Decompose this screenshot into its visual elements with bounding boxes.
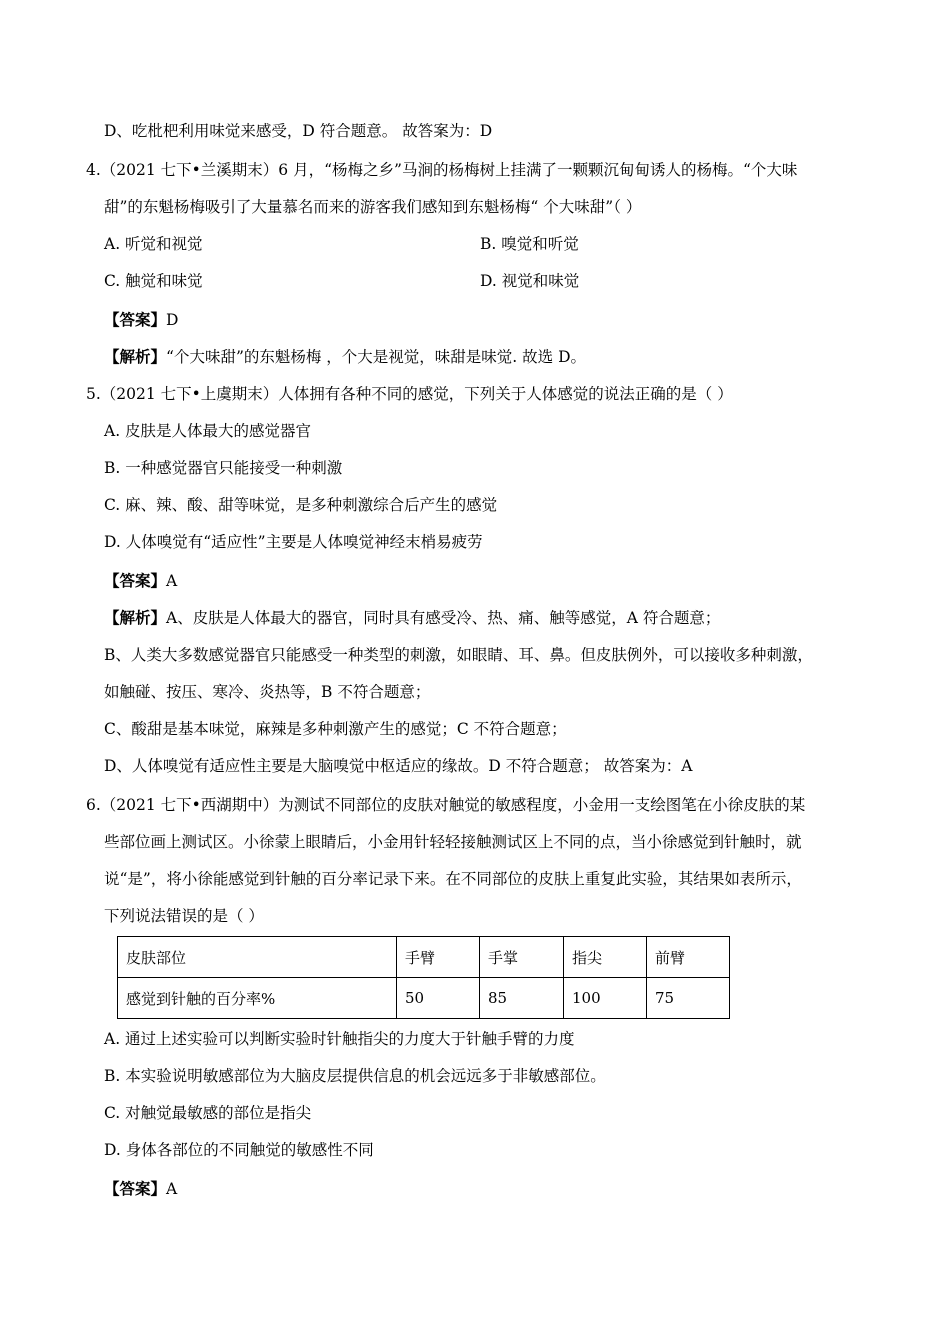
q4-stem-line-1: 4.（2021 七下•兰溪期末）6 月，“杨梅之乡”马涧的杨梅树上挂满了一颗颗沉甸甸诱人的杨梅。“个大味 (86, 161, 798, 179)
q5-analysis-line-2: B、人类大多数感觉器官只能感受一种类型的刺激，如眼睛、耳、鼻。但皮肤例外，可以接收多种刺激， (104, 646, 813, 664)
q6-stem-line-3: 说“是”，将小徐能感觉到针触的百分率记录下来。在不同部位的皮肤上重复此实验，其结果如表所示， (104, 870, 802, 888)
answer-value: A (166, 1180, 178, 1198)
q4-option-a: A. 听觉和视觉 (104, 235, 203, 253)
q5-stem: 5.（2021 七下•上虞期末）人体拥有各种不同的感觉，下列关于人体感觉的说法正确的是（ ） (86, 385, 733, 403)
q4-option-d: D. 视觉和味觉 (480, 272, 580, 290)
answer-value: A (166, 572, 178, 590)
q5-analysis-line-3: 如触碰、按压、寒冷、炎热等，B 不符合题意； (104, 683, 431, 701)
q6-stem-line-1: 6.（2021 七下•西湖期中）为测试不同部位的皮肤对触觉的敏感程度，小金用一支绘图笔在小徐皮肤的某 (86, 796, 806, 814)
q5-analysis-line-4: C、酸甜是基本味觉，麻辣是多种刺激产生的感觉；C 不符合题意； (104, 720, 567, 738)
q5-analysis-line-5: D、人体嗅觉有适应性主要是大脑嗅觉中枢适应的缘故。D 不符合题意； 故答案为：A (104, 757, 693, 775)
q5-analysis-line-1 (104, 608, 720, 628)
q5-answer (104, 571, 177, 591)
q5-option-a: A. 皮肤是人体最大的感觉器官 (104, 422, 312, 440)
table-cell: 85 (480, 978, 564, 1019)
q6-option-b: B. 本实验说明敏感部位为大脑皮层提供信息的机会远远多于非敏感部位。 (104, 1067, 606, 1085)
table-cell: 100 (564, 978, 647, 1019)
q4-stem-line-2: 甜”的东魁杨梅吸引了大量慕名而来的游客我们感知到东魁杨梅“ 个大味甜”（ ） (104, 198, 642, 216)
table-cell: 感觉到针触的百分率% (118, 978, 397, 1019)
answer-value: D (166, 311, 179, 329)
sensitivity-table (117, 936, 730, 1019)
table-cell: 手臂 (397, 937, 480, 978)
answer-label: 【答案】 (104, 310, 167, 329)
analysis-label: 【解析】 (104, 608, 167, 627)
analysis-text: “个大味甜”的东魁杨梅 ，个大是视觉，味甜是味觉. 故选 D。 (166, 348, 587, 366)
q5-option-c: C. 麻、辣、酸、甜等味觉，是多种刺激综合后产生的感觉 (104, 496, 498, 514)
analysis-text: A、皮肤是人体最大的器官，同时具有感受冷、热、痛、触等感觉，A 符合题意； (166, 609, 721, 627)
q6-answer (104, 1179, 177, 1199)
q4-option-b: B. 嗅觉和听觉 (480, 235, 579, 253)
table-cell: 前臂 (647, 937, 730, 978)
q4-analysis (104, 347, 586, 367)
q6-option-a: A. 通过上述实验可以判断实验时针触指尖的力度大于针触手臂的力度 (104, 1030, 575, 1048)
table-cell: 指尖 (564, 937, 647, 978)
q5-option-d: D. 人体嗅觉有“适应性”主要是人体嗅觉神经末梢易疲劳 (104, 533, 483, 551)
table-cell: 皮肤部位 (118, 937, 397, 978)
prev-answer-d-line: D、吃枇杷利用味觉来感受，D 符合题意。 故答案为：D (104, 122, 493, 140)
table-header-row (118, 937, 730, 978)
q4-answer (104, 310, 178, 330)
q6-option-c: C. 对触觉最敏感的部位是指尖 (104, 1104, 312, 1122)
analysis-label: 【解析】 (104, 347, 167, 366)
q6-option-d: D. 身体各部位的不同触觉的敏感性不同 (104, 1141, 374, 1159)
answer-label: 【答案】 (104, 571, 167, 590)
q5-option-b: B. 一种感觉器官只能接受一种刺激 (104, 459, 343, 477)
q4-option-c: C. 触觉和味觉 (104, 272, 203, 290)
q6-stem-line-2: 些部位画上测试区。小徐蒙上眼睛后，小金用针轻轻接触测试区上不同的点，当小徐感觉到针触时，就 (104, 833, 802, 851)
table-cell: 50 (397, 978, 480, 1019)
table-cell: 手掌 (480, 937, 564, 978)
table-row (118, 978, 730, 1019)
q6-stem-line-4: 下列说法错误的是（ ） (104, 907, 264, 925)
answer-label: 【答案】 (104, 1179, 167, 1198)
table-cell: 75 (647, 978, 730, 1019)
